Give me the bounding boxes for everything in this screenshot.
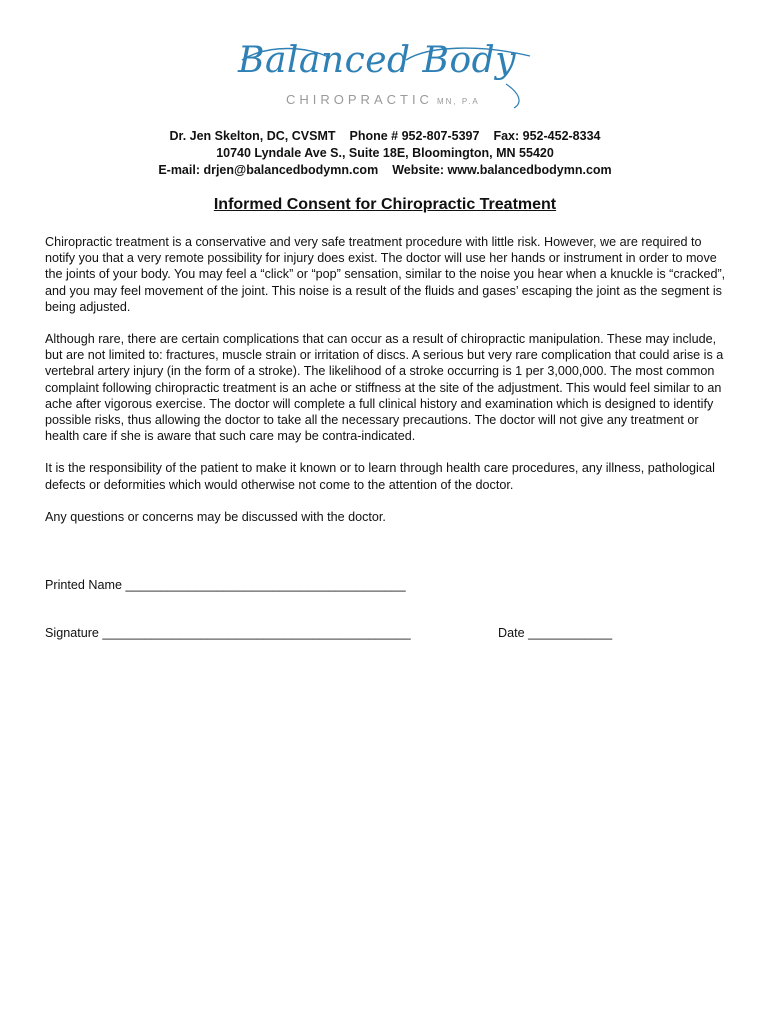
printed-name-line[interactable]: ________________________________________	[125, 578, 406, 592]
date-label: Date	[498, 626, 525, 640]
contact-address: 10740 Lyndale Ave S., Suite 18E, Bloomington, MN 55420	[216, 146, 554, 160]
logo-subtitle-main: CHIROPRACTIC	[286, 92, 433, 107]
date-field[interactable]	[498, 626, 612, 640]
logo-name: Balanced Body	[238, 40, 517, 81]
printed-name-label: Printed Name	[45, 578, 122, 592]
contact-email: E-mail: drjen@balancedbodymn.com	[158, 163, 379, 177]
phone-number: Phone # 952-807-5397	[349, 129, 480, 143]
printed-name-field[interactable]	[45, 578, 406, 592]
paragraph-procedure: Chiropractic treatment is a conservative and very safe treatment procedure with little risk. However, we are required to notify you that a very remote possibility for injury does exist. The doctor will use her hands or instrument in order to move the joints of your body. You may feel a “click” or “pop” sensation, similar to the noise you hear when a knuckle is “cracked”, and you may feel movement of the joint. This noise is a result of the fluids and gases’ escaping the joint as the segment is being adjusted.	[45, 235, 726, 314]
paragraph-complications: Although rare, there are certain complications that can occur as a result of chiropractic manipulation. These may include, but are not limited to: fractures, muscle strain or irritation of discs. A serious but very rare complication that could arise is a vertebral artery injury (in the form of a stroke). The likelihood of a stroke occurring is 1 per 3,000,000. The most common complaint following chiropractic treatment is an ache or stiffness at the site of the adjustment. This would feel similar to an ache after vigorous exercise. The doctor will complete a full clinical history and examination which is designed to identify possible risks, thus allowing the doctor to take all the necessary precautions. The doctor will not give any treatment or health care if she is aware that such care may be contra-indicated.	[45, 332, 724, 444]
document-title: Informed Consent for Chiropractic Treatment	[213, 196, 557, 213]
contact-block	[0, 128, 770, 179]
signature-label: Signature	[45, 626, 99, 640]
balanced-body-logo	[238, 40, 538, 112]
paragraph-responsibility: It is the responsibility of the patient to make it known or to learn through health care procedures, any illness, pathological defects or deformities which would otherwise not come to the attention of the doctor.	[45, 461, 715, 492]
fax-number: Fax: 952-452-8334	[493, 129, 601, 143]
logo-subtitle	[286, 92, 480, 107]
contact-line-1	[0, 128, 770, 145]
date-line[interactable]: ____________	[528, 626, 613, 640]
consent-body	[45, 234, 727, 541]
contact-website: Website: www.balancedbodymn.com	[392, 163, 612, 177]
doctor-name: Dr. Jen Skelton, DC, CVSMT	[169, 129, 336, 143]
signature-field[interactable]	[45, 626, 411, 640]
contact-line-3	[0, 162, 770, 179]
paragraph-questions: Any questions or concerns may be discussed with the doctor.	[45, 509, 386, 524]
signature-line[interactable]: ____________________________________________	[102, 626, 411, 640]
logo-subtitle-suffix: MN, P.A	[436, 97, 480, 106]
